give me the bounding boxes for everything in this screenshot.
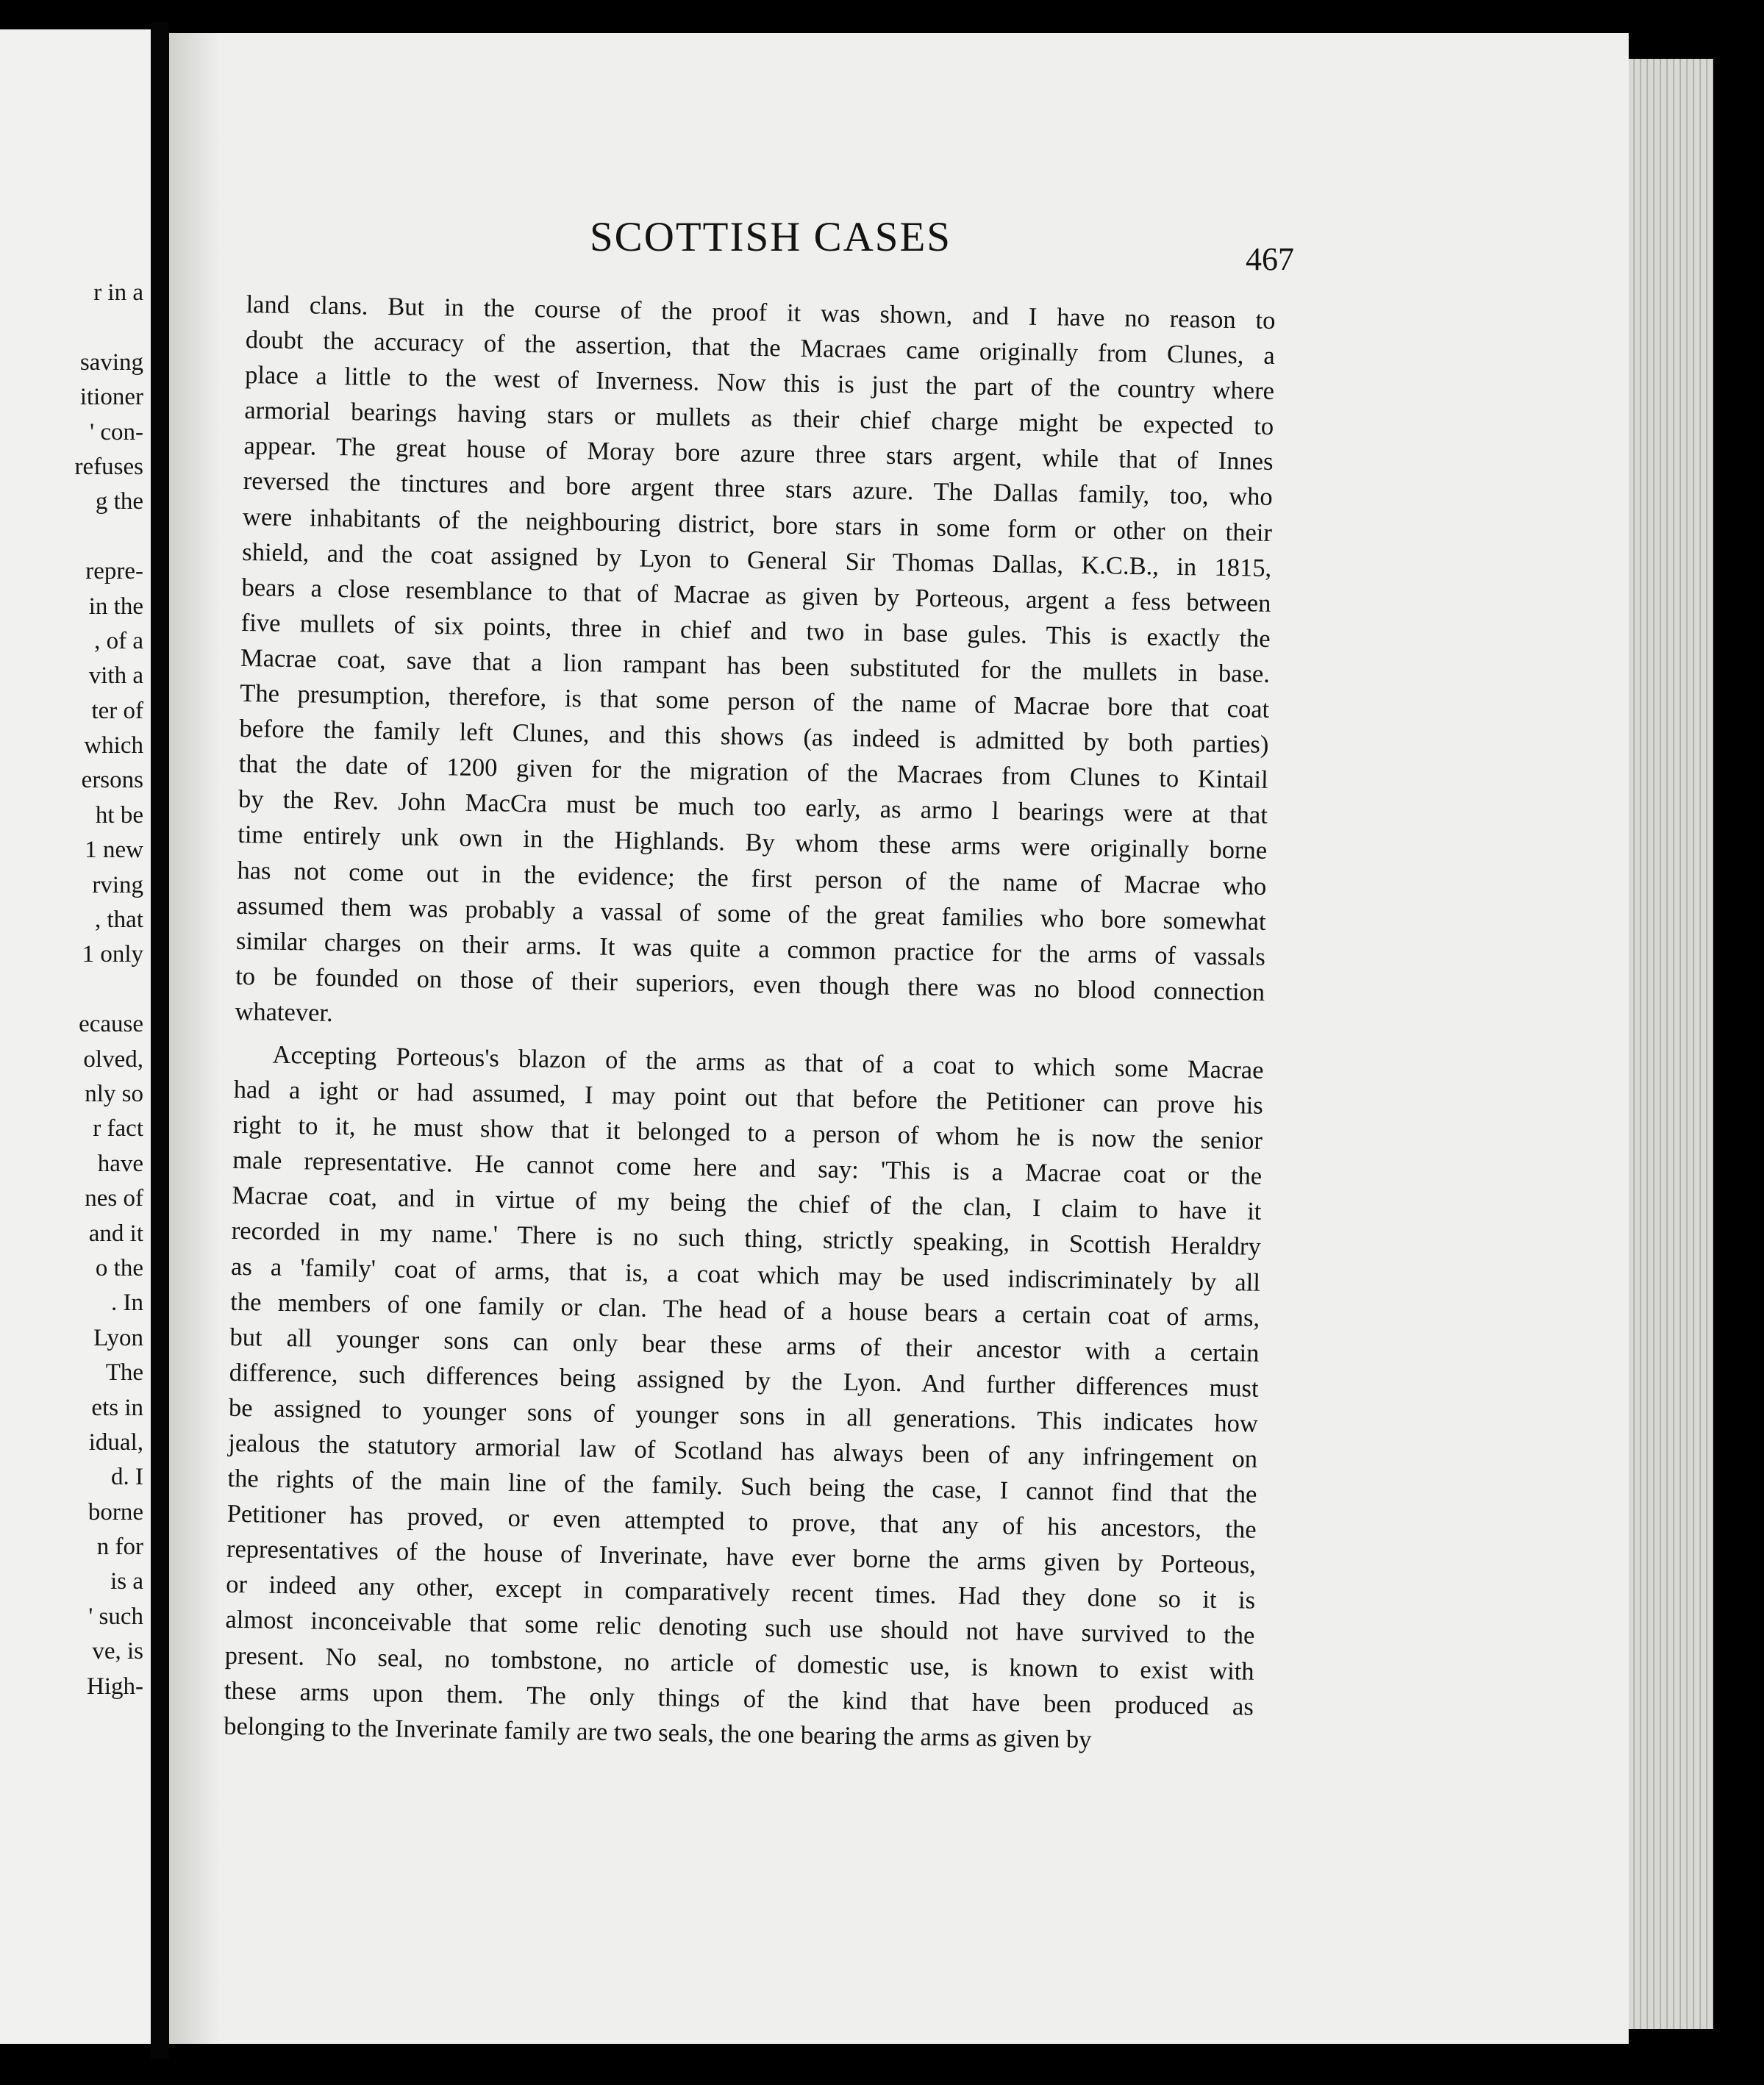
scan-bottom-border [169,2044,1713,2085]
left-page-line: saving [79,348,143,376]
page-number: 467 [1246,241,1294,277]
left-page-line: is a [110,1568,143,1595]
text-line: land clans. But in the course of the proof it was shown, and I have no reason to [246,290,1276,335]
text-line: had a ight or had assumed, I may point out that before the Petitioner can prove his [233,1075,1263,1120]
paragraph [235,287,1276,1045]
text-line: bears a close resemblance to that of Macrae as given by Porteous, argent a fess between [241,573,1271,618]
text-line: reversed the tinctures and bore argent three stars azure. The Dallas family, too, who [243,467,1273,512]
left-page-line: ersons [81,767,143,794]
body-text [224,287,1276,1760]
running-title: SCOTTISH CASES [589,214,951,260]
left-page-line: itioner [79,384,143,411]
text-line: by the Rev. John MacCra must be much too early, as armo l bearings were at that [238,785,1268,830]
text-line: male representative. He cannot come here and say: 'This is a Macrae coat or the [232,1146,1263,1191]
left-page-line: have [97,1150,143,1177]
left-page-line: ecause [79,1011,143,1038]
text-line: similar charges on their arms. It was quite a common practice for the arms of vassals [235,926,1266,971]
page-curve-shadow [169,33,221,2044]
left-page-line: r fact [93,1115,143,1142]
text-line: time entirely unk own in the Highlands. By whom these arms were originally borne [237,820,1268,865]
text-line: right to it, he must show that it belonged to a person of whom he is now the senior [232,1111,1263,1156]
left-page-line: ve, is [92,1638,143,1665]
left-page-line: , that [95,906,143,934]
left-page-line: n for [96,1534,143,1561]
left-page-line: in the [88,593,143,620]
text-line: shield, and the coat assigned by Lyon to General Sir Thomas Dallas, K.C.B., in 1815, [242,537,1272,582]
left-page-line: rving [92,871,143,898]
left-page-line: ' con- [90,418,143,446]
left-page-line: borne [88,1498,143,1526]
text-line: doubt the accuracy of the assertion, that the Macraes came originally from Clunes, a [245,326,1275,371]
left-page-line: idual, [88,1428,143,1456]
left-page-line: repre- [85,558,143,585]
text-line: almost inconceivable that some relic denoting such use should not have survived to the [225,1606,1255,1651]
text-line: the members of one family or clan. The head of a house bears a certain coat of arms, [230,1287,1260,1332]
left-page-line: High- [87,1673,143,1700]
left-page-line: ' such [88,1603,143,1630]
text-line: assumed them was probably a vassal of some of the great families who bore somewhat [236,891,1266,936]
text-line: Macrae coat, and in virtue of my being the chief of the clan, I claim to have it [232,1181,1262,1226]
text-line: The presumption, therefore, is that some person of the name of Macrae bore that coat [240,679,1270,723]
text-line: but all younger sons can only bear these arms of their ancestor with a certain [229,1323,1260,1367]
left-page-gap [0,520,151,554]
text-line: recorded in my name.' There is no such thing, strictly speaking, in Scottish Heraldry [231,1217,1261,1262]
book-gutter [151,22,169,2059]
text-line: has not come out in the evidence; the first person of the name of Macrae who [237,856,1267,901]
left-page-line: nes of [85,1185,143,1212]
left-page-line: and it [88,1220,143,1247]
left-page-line: . In [111,1290,143,1317]
left-page-line: vith a [88,662,143,690]
left-page-gap [0,310,151,345]
text-line: representatives of the house of Inverinate, have ever borne the arms given by Porteous, [226,1535,1257,1580]
text-line: difference, such differences being assigned by the Lyon. And further differences must [229,1358,1259,1403]
text-line: armorial bearings having stars or mullets as their chief charge might be expected to [244,396,1274,441]
left-page-line: o the [95,1254,143,1281]
left-page-line: The [105,1359,143,1387]
text-line: or indeed any other, except in comparatively recent times. Had they done so it is [225,1570,1256,1615]
text-line: Accepting Porteous's blazon of the arms as that of a coat to which some Macrae [272,1040,1264,1084]
text-line: present. No seal, no tombstone, no article of domestic use, is known to exist with [224,1641,1254,1686]
text-line: place a little to the west of Inverness. Now this is just the part of the country where [244,361,1275,406]
text-line: jealous the statutory armorial law of Scotland has always been of any infringement on [227,1428,1258,1473]
text-line: five mullets of six points, three in chief and two in base gules. This is exactly the [240,608,1271,653]
text-line: belonging to the Inverinate family are two seals, the one bearing the arms as given by [223,1712,1092,1754]
text-line: to be founded on those of their superiors, even though there was no blood connection [235,962,1265,1006]
left-page-line: ets in [91,1394,143,1421]
left-page-line: olved, [83,1045,143,1073]
left-page-line: 1 only [82,941,143,968]
scan-right-border [1713,0,1764,2085]
paragraph [224,1037,1264,1760]
text-line: as a 'family' coat of arms, that is, a coat which may be used indiscriminately by all [230,1252,1261,1297]
text-line: be assigned to younger sons of younger sons in all generations. This indicates how [228,1393,1259,1438]
left-page-line: ter of [91,697,143,724]
left-page-line: nly so [85,1080,143,1107]
scan-top-border [169,0,1713,33]
left-page-text-fragments [0,276,151,1704]
left-page-gap [0,973,151,1007]
left-page-line: Lyon [93,1324,143,1351]
left-page-line: r in a [93,279,143,306]
text-line: that the date of 1200 given for the migration of the Macraes from Clunes to Kintail [238,750,1268,795]
left-page-line: g the [95,488,143,515]
text-line: the rights of the main line of the family. Such being the case, I cannot find that the [227,1464,1257,1509]
left-page-line: d. I [111,1464,143,1491]
text-line: Macrae coat, save that a lion rampant has been substituted for the mullets in base. [240,643,1271,688]
left-page-line: 1 new [85,837,143,864]
text-line: before the family left Clunes, and this shows (as indeed is admitted by both parties) [239,715,1269,759]
left-page-line: which [84,732,143,759]
page-edges-stack [1629,59,1713,2029]
left-page-line: refuses [74,453,143,480]
text-line: Petitioner has proved, or even attempted to prove, that any of his ancestors, the [226,1499,1257,1544]
text-line: whatever. [235,997,333,1027]
text-line: appear. The great house of Moray bore azure three stars argent, while that of Innes [243,432,1274,476]
text-line: were inhabitants of the neighbouring district, bore stars in some form or other on their [242,502,1273,547]
text-line: these arms upon them. The only things of the kind that have been produced as [224,1676,1254,1721]
left-page-line: , of a [94,627,143,654]
left-facing-page [0,29,151,2044]
left-page-line: ht be [95,801,143,829]
